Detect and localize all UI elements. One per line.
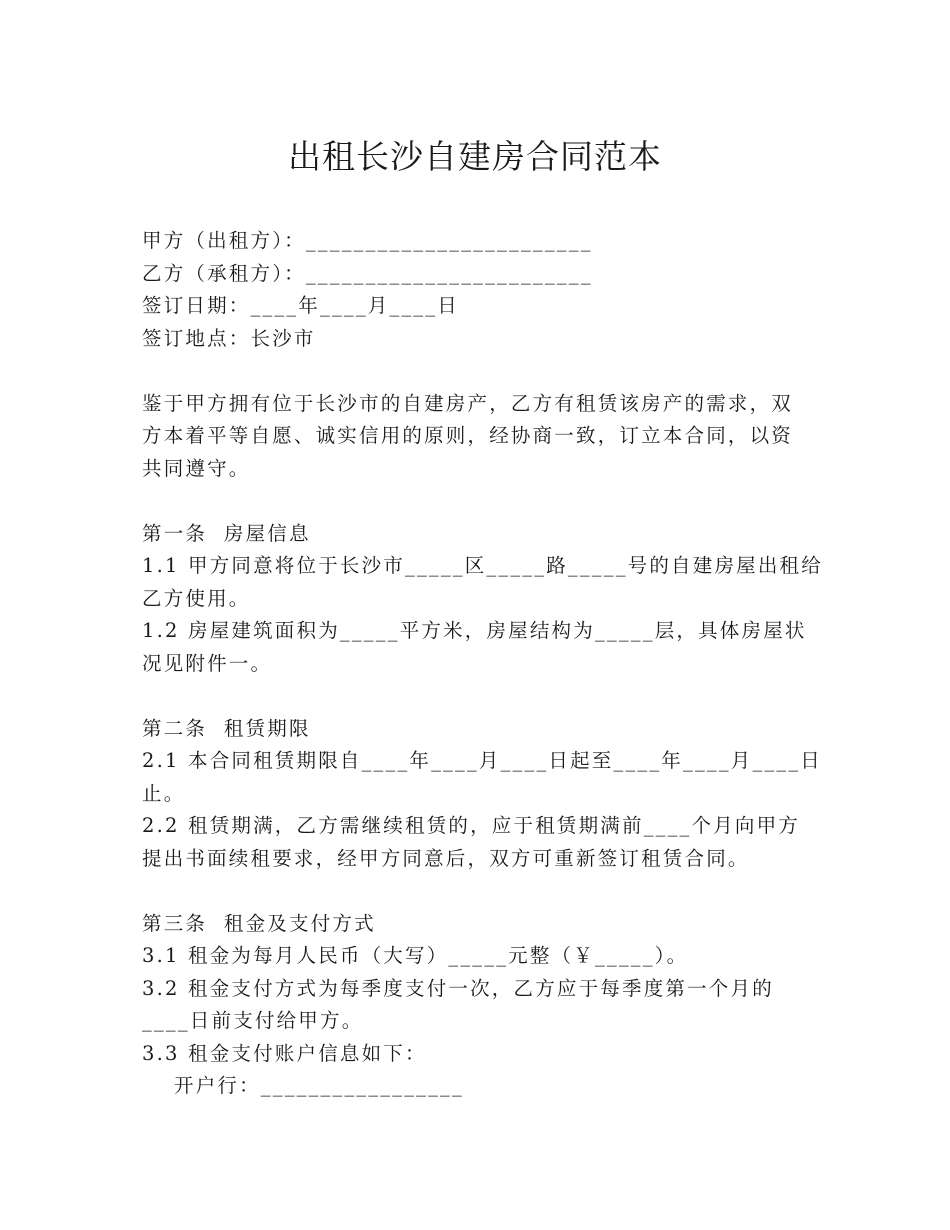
article-2-heading: 第二条 租赁期限 — [142, 716, 311, 740]
article-2-line: 2.1 本合同租赁期限自____年____月____日起至____年____月____日 — [142, 749, 823, 772]
article-3-section — [142, 908, 812, 1103]
party-a-line: 甲方（出租方）：________________________ — [142, 229, 593, 252]
article-2-line: 提出书面续租要求，经甲方同意后，双方可重新签订租赁合同。 — [142, 846, 750, 870]
article-2-section — [142, 713, 823, 876]
article-3-line: 3.1 租金为每月人民币（大写）_____元整（￥_____）。 — [142, 944, 689, 967]
spacer — [142, 355, 812, 388]
spacer — [142, 485, 812, 518]
article-3-line: 3.2 租金支付方式为每季度支付一次，乙方应于每季度第一个月的 — [142, 976, 774, 1000]
document-body — [142, 225, 823, 1103]
article-3-line: ____日前支付给甲方。 — [142, 1009, 364, 1032]
preamble-line: 鉴于甲方拥有位于长沙市的自建房产，乙方有租赁该房产的需求，双 — [142, 391, 794, 415]
article-3-heading: 第三条 租金及支付方式 — [142, 911, 376, 935]
article-2-line: 止。 — [142, 781, 186, 805]
preamble-line: 共同遵守。 — [142, 456, 251, 480]
article-2-line: 2.2 租赁期满，乙方需继续租赁的，应于租赁期满前____个月向甲方 — [142, 814, 801, 837]
spacer — [142, 680, 812, 713]
article-1-line: 1.2 房屋建筑面积为_____平方米，房屋结构为_____层，具体房屋状 — [142, 619, 807, 642]
sign-date-line: 签订日期：____年____月____日 — [142, 294, 460, 317]
spacer — [142, 875, 812, 908]
sign-place-line: 签订地点：长沙市 — [142, 326, 316, 350]
article-1-line: 况见附件一。 — [142, 651, 273, 675]
party-b-line: 乙方（承租方）：________________________ — [142, 261, 593, 285]
article-1-section — [142, 518, 823, 681]
preamble-paragraph — [142, 388, 812, 486]
article-1-line: 乙方使用。 — [142, 586, 251, 610]
bank-line: 开户行：_________________ — [174, 1074, 464, 1097]
preamble-line: 方本着平等自愿、诚实信用的原则，经协商一致，订立本合同，以资 — [142, 424, 794, 447]
document-title: 出租长沙自建房合同范本 — [288, 137, 662, 176]
article-1-heading: 第一条 房屋信息 — [142, 521, 311, 545]
article-3-line: 3.3 租金支付账户信息如下： — [142, 1041, 427, 1065]
article-1-line: 1.1 甲方同意将位于长沙市_____区_____路_____号的自建房屋出租给 — [142, 554, 823, 577]
